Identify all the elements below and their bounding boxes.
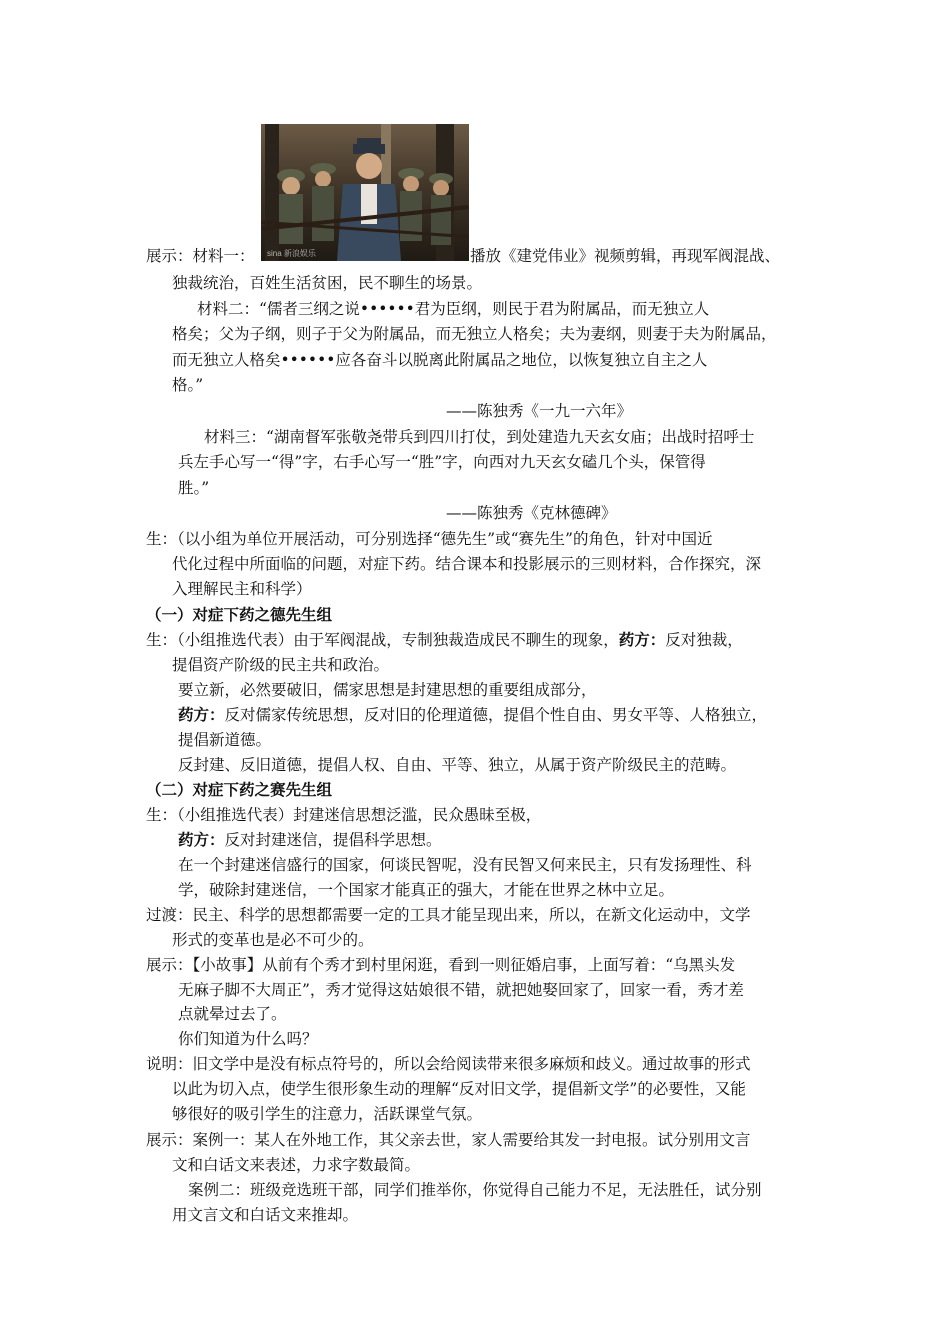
material-two-line3: 而无独立人格矣••••••应各奋斗以脱离此附属品之地位，以恢复独立自主之人 xyxy=(172,351,708,369)
section-heading-science: （二）对症下药之赛先生组 xyxy=(146,780,333,799)
story-line2: 无麻子脚不大周正”，秀才觉得这姑娘很不错，就把她娶回家了，回家一看，秀才差 xyxy=(178,981,744,999)
show-material-one-text: 播放《建党伟业》视频剪辑，再现军阀混战、 xyxy=(470,247,781,265)
student-activity-line1: 生：（以小组为单位开展活动，可分别选择“德先生”或“赛先生”的角色，针对中国近 xyxy=(146,530,713,548)
material-two-source: ——陈独秀《一九一六年》 xyxy=(446,402,633,420)
democracy-line2: 提倡资产阶级的民主共和政治。 xyxy=(172,656,390,674)
democracy-line6: 反封建、反旧道德，提倡人权、自由、平等、独立，从属于资产阶级民主的范畴。 xyxy=(178,756,737,774)
case-one-line2: 文和白话文来表述，力求字数最简。 xyxy=(172,1156,421,1174)
science-line4: 学，破除封建迷信，一个国家才能真正的强大，才能在世界之林中立足。 xyxy=(178,881,675,899)
case-two-line1: 案例二：班级竞选班干部，同学们推举你，你觉得自己能力不足，无法胜任，试分别 xyxy=(188,1181,762,1199)
student-activity-line3: 入理解民主和科学） xyxy=(172,580,312,598)
explanation-line2: 以此为切入点，使学生很形象生动的理解“反对旧文学，提倡新文学”的必要性，又能 xyxy=(172,1080,746,1098)
story-line3: 点就晕过去了。 xyxy=(178,1005,287,1023)
prescription-label: 药方： xyxy=(618,630,666,649)
case-one-line1: 展示：案例一：某人在外地工作，其父亲去世，家人需要给其发一封电报。试分别用文言 xyxy=(146,1131,751,1149)
svg-text:sina 新浪娱乐: sina 新浪娱乐 xyxy=(267,249,316,258)
student-activity-line2: 代化过程中所面临的问题，对症下药。结合课本和投影展示的三则材料，合作探究，深 xyxy=(172,555,762,573)
show-material-one-label: 展示：材料一： xyxy=(146,247,255,265)
film-still-image xyxy=(261,124,469,261)
material-three-line1: 材料三：“湖南督军张敬尧带兵到四川打仗，到处建造九天玄女庙；出战时招呼士 xyxy=(204,428,755,446)
democracy-line4 xyxy=(178,705,767,725)
democracy-line5: 提倡新道德。 xyxy=(178,731,272,749)
material-three-line3: 胜。” xyxy=(178,479,210,497)
transition-line1: 过渡：民主、科学的思想都需要一定的工具才能呈现出来，所以，在新文化运动中，文学 xyxy=(146,906,751,924)
material-two-line2: 格矣；父为子纲，则子于父为附属品，而无独立人格矣；夫为妻纲，则妻于夫为附属品， xyxy=(172,325,777,343)
democracy-line1-remedy: 反对独裁， xyxy=(665,631,743,649)
democracy-line1-text: 生：（小组推选代表）由于军阀混战，专制独裁造成民不聊生的现象， xyxy=(146,631,619,649)
democracy-line4-text: 反对儒家传统思想，反对旧的伦理道德，提倡个性自由、男女平等、人格独立， xyxy=(224,706,768,724)
science-line2 xyxy=(178,830,442,850)
science-line1: 生：（小组推选代表）封建迷信思想泛滥，民众愚昧至极， xyxy=(146,806,542,824)
story-line1: 展示：【小故事】从前有个秀才到村里闲逛，看到一则征婚启事，上面写着：“乌黑头发 xyxy=(146,956,736,974)
science-line3: 在一个封建迷信盛行的国家，何谈民智呢，没有民智又何来民主，只有发扬理性、科 xyxy=(178,856,752,874)
transition-line2: 形式的变革也是必不可少的。 xyxy=(172,931,374,949)
material-three-source: ——陈独秀《克林德碑》 xyxy=(446,504,617,522)
show-material-one-line2: 独裁统治，百姓生活贫困，民不聊生的场景。 xyxy=(172,274,483,292)
prescription-label: 药方： xyxy=(178,830,225,849)
material-two-line4: 格。” xyxy=(172,376,204,394)
explanation-line1: 说明：旧文学中是没有标点符号的，所以会给阅读带来很多麻烦和歧义。通过故事的形式 xyxy=(146,1055,751,1073)
case-two-line2: 用文言文和白话文来推却。 xyxy=(172,1206,359,1224)
explanation-line3: 够很好的吸引学生的注意力，活跃课堂气氛。 xyxy=(172,1105,483,1123)
material-two-line1: 材料二：“儒者三纲之说••••••君为臣纲，则民于君为附属品，而无独立人 xyxy=(197,300,710,318)
story-question: 你们知道为什么吗？ xyxy=(178,1030,318,1048)
section-heading-democracy: （一）对症下药之德先生组 xyxy=(146,605,333,624)
prescription-label: 药方： xyxy=(178,705,225,724)
science-line2-text: 反对封建迷信，提倡科学思想。 xyxy=(224,831,442,849)
democracy-line1 xyxy=(146,630,743,650)
democracy-line3: 要立新，必然要破旧，儒家思想是封建思想的重要组成部分， xyxy=(178,681,597,699)
material-three-line2: 兵左手心写一“得”字，右手心写一“胜”字，向西对九天玄女磕几个头，保管得 xyxy=(178,453,706,471)
